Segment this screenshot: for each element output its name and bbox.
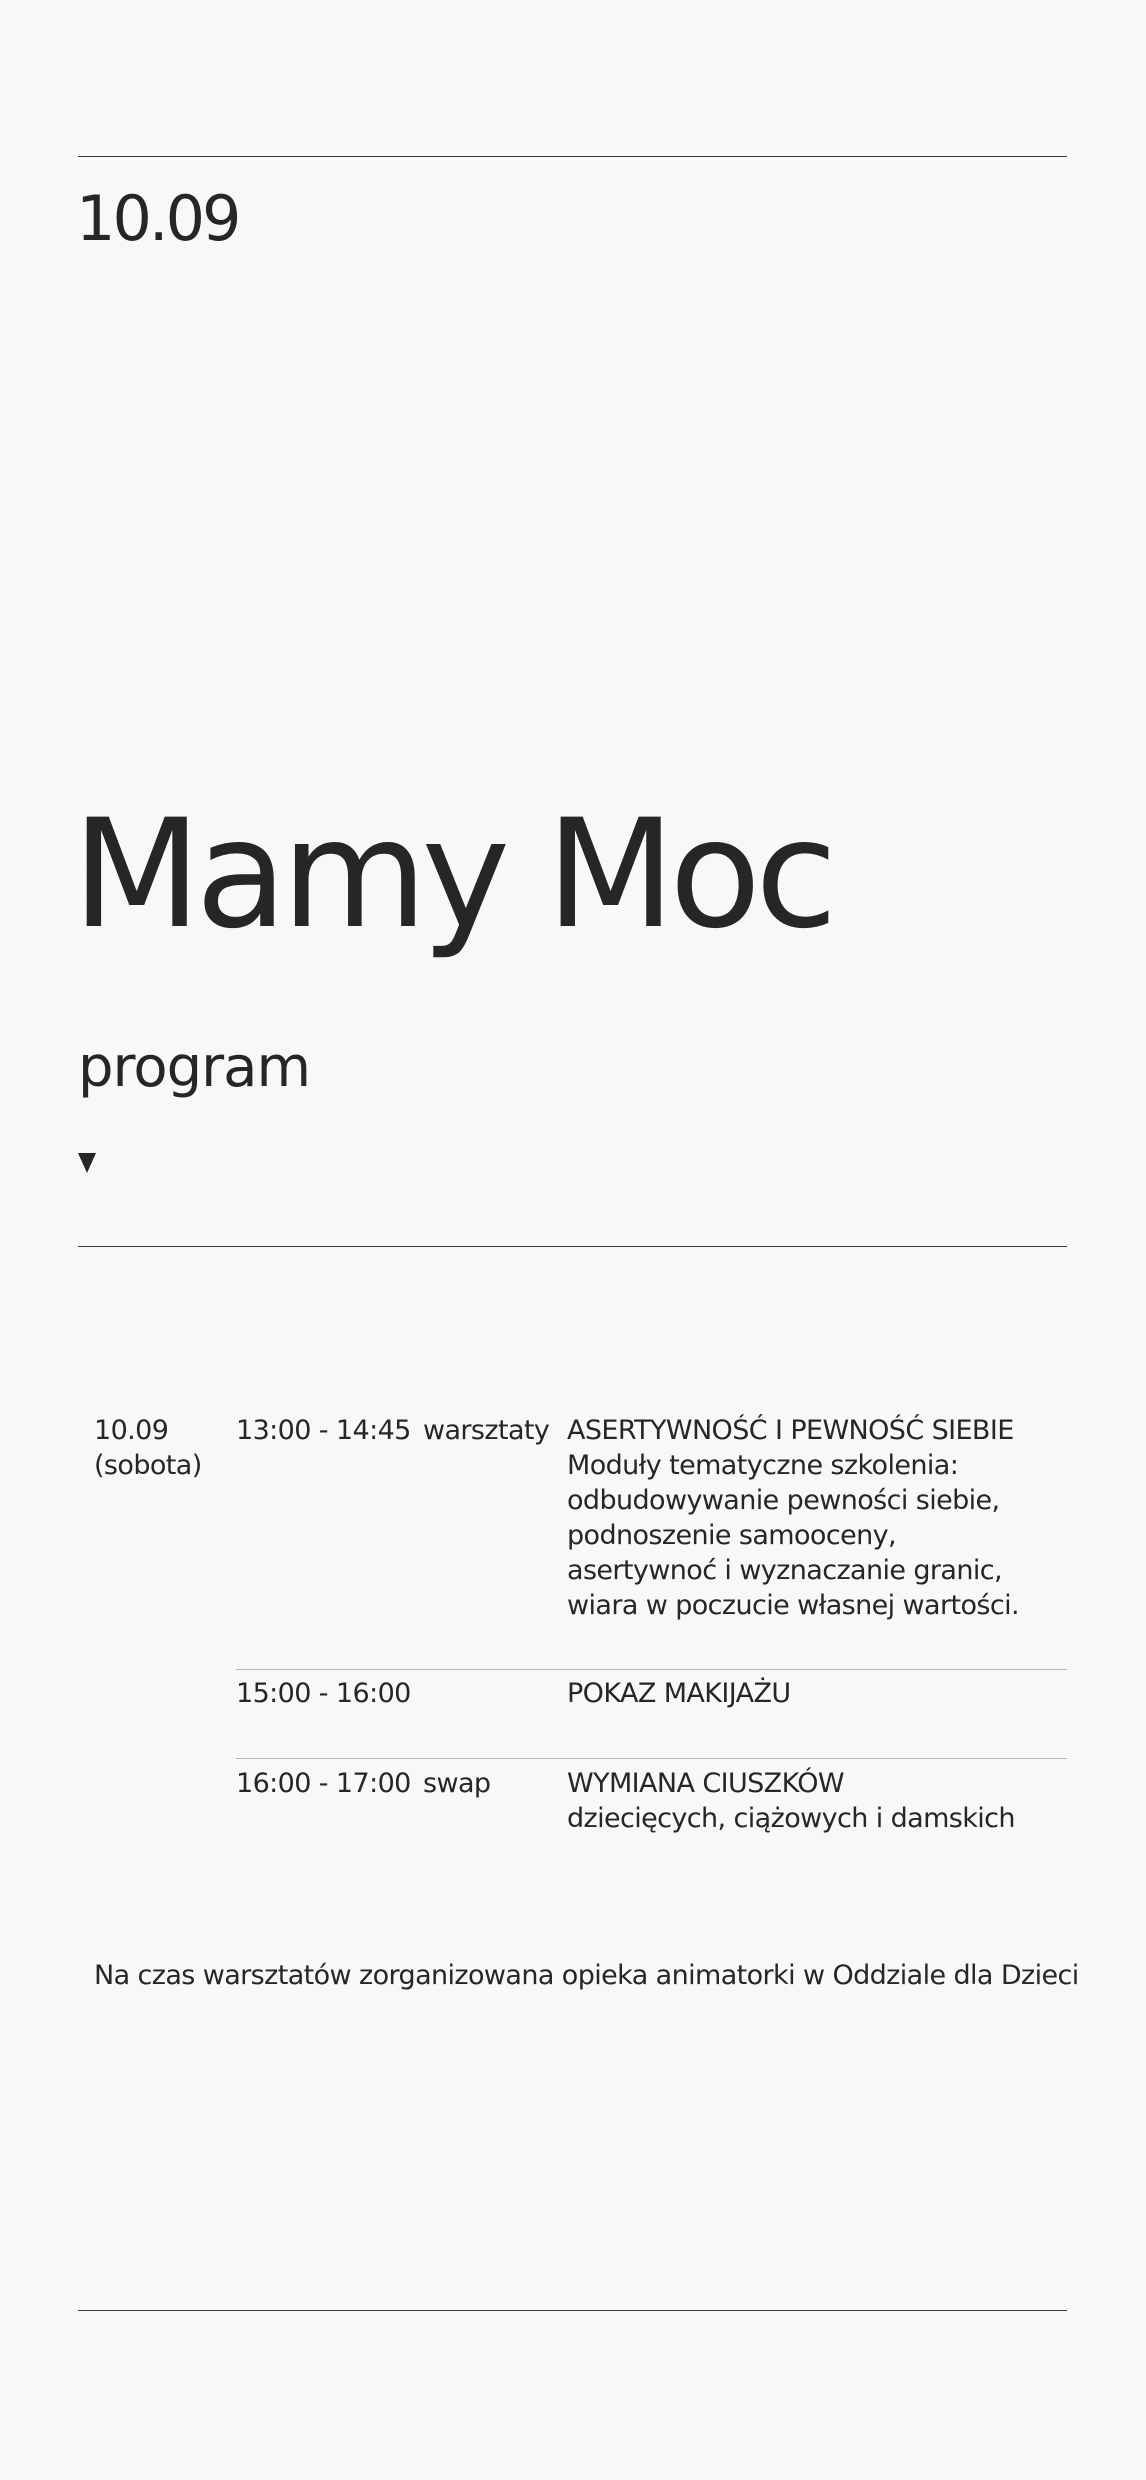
schedule-title: POKAZ MAKIJAŻU [567,1678,791,1709]
schedule-time: 13:00 - 14:45 [236,1415,411,1446]
page-title: Mamy Moc [72,788,832,962]
schedule-detail-line: asertywnoć i wyznaczanie granic, [567,1555,1003,1586]
page-subtitle: program [78,1035,311,1100]
childcare-note: Na czas warsztatów zorganizowana opieka animatorki w Oddziale dla Dzieci [94,1960,1079,1991]
schedule-detail-line: Moduły tematyczne szkolenia: [567,1450,959,1481]
schedule-type: warsztaty [423,1415,550,1446]
triangle-down-icon [78,1153,96,1173]
schedule-title: WYMIANA CIUSZKÓW [567,1768,844,1799]
schedule-day-weekday: (sobota) [94,1450,202,1481]
bottom-divider [78,2310,1067,2311]
schedule-detail-line: odbudowywanie pewności siebie, [567,1485,1000,1516]
schedule-time: 16:00 - 17:00 [236,1768,411,1799]
schedule-detail-line: wiara w poczucie własnej wartości. [567,1590,1019,1621]
schedule-detail-line: podnoszenie samooceny, [567,1520,896,1551]
row-divider [236,1758,1067,1759]
schedule-time: 15:00 - 16:00 [236,1678,411,1709]
schedule-detail-line: dziecięcych, ciążowych i damskich [567,1803,1015,1834]
section-divider [78,1246,1067,1247]
header-date: 10.09 [76,182,239,255]
top-divider [78,156,1067,157]
schedule-day-date: 10.09 [94,1415,169,1446]
row-divider [236,1669,1067,1670]
schedule-type: swap [423,1768,491,1799]
schedule-title: ASERTYWNOŚĆ I PEWNOŚĆ SIEBIE [567,1415,1014,1446]
